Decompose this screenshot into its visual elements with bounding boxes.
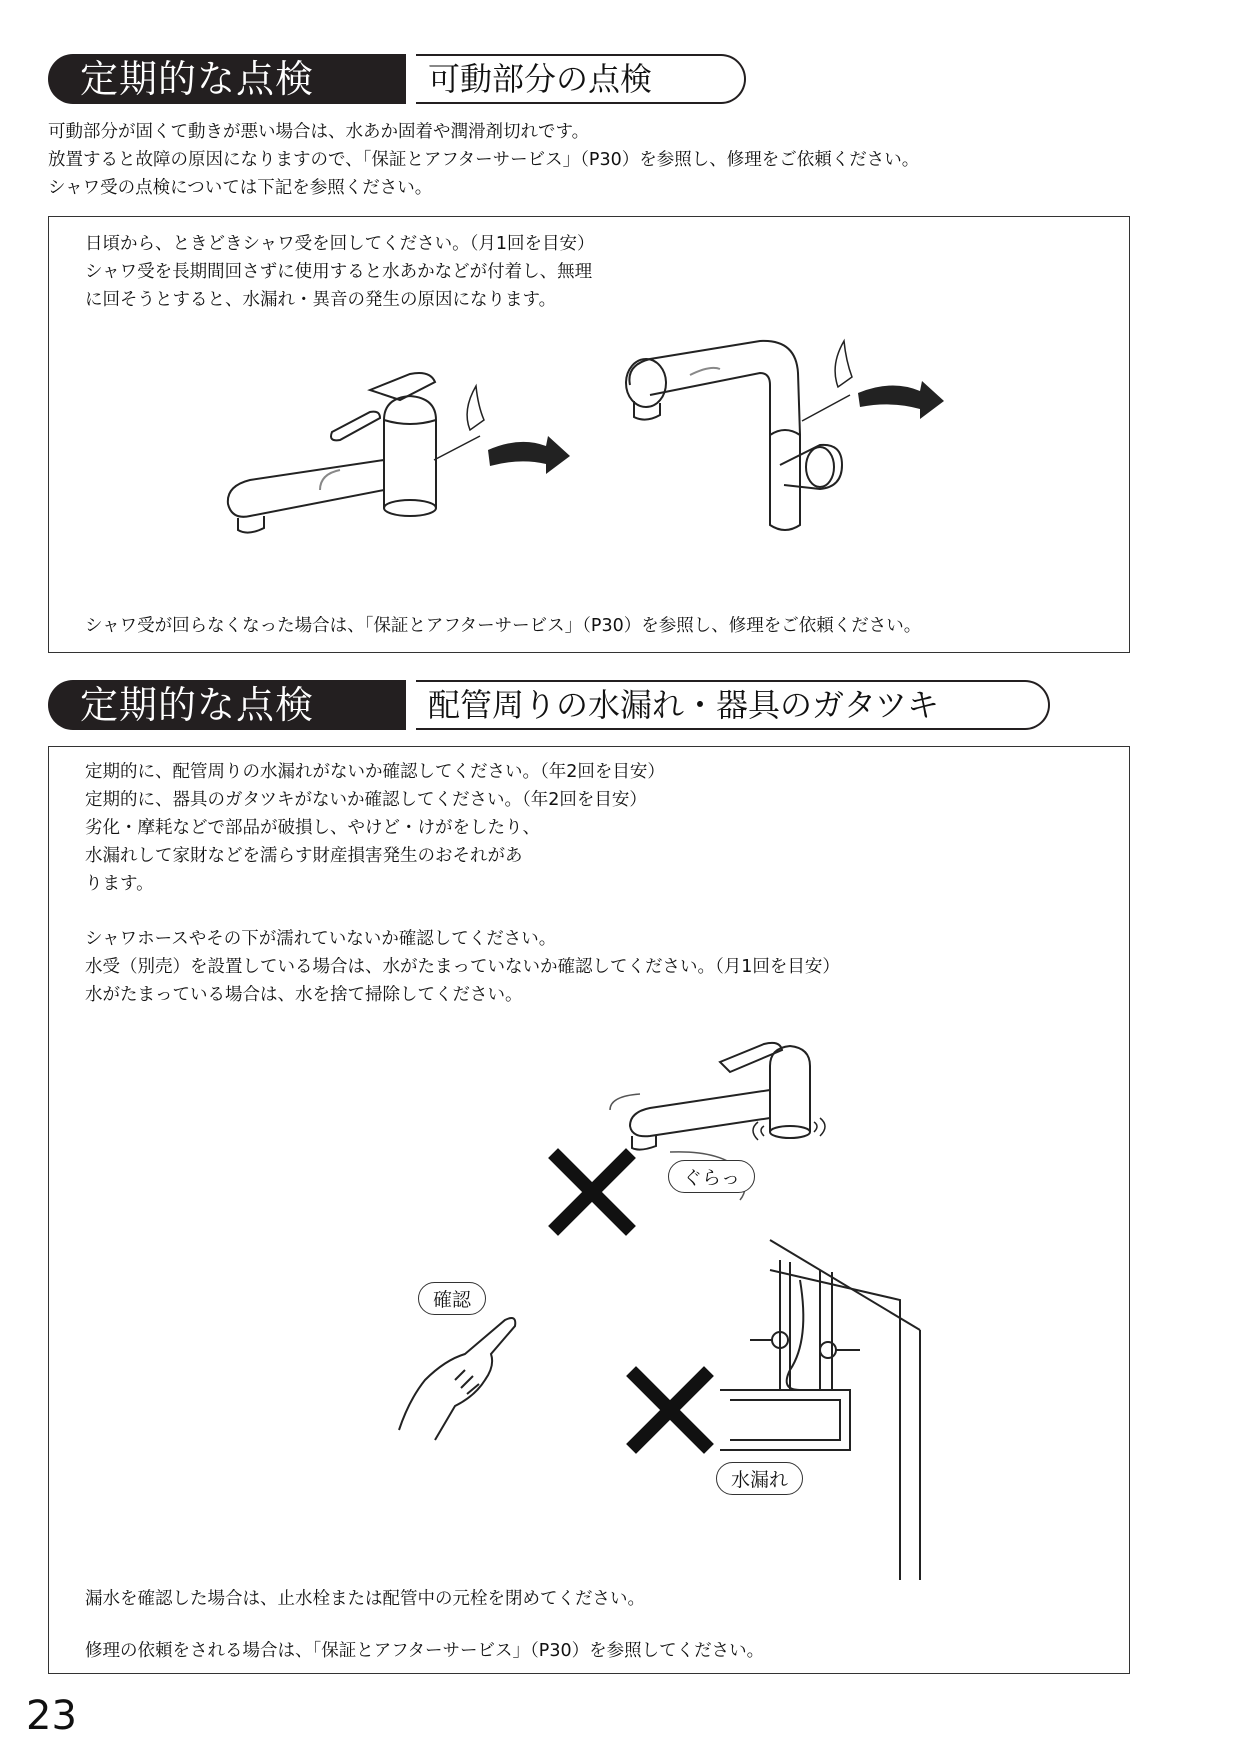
mizumore-label: 水漏れ xyxy=(716,1462,803,1495)
intro-line: 可動部分が固くて動きが悪い場合は、水あか固着や潤滑剤切れです。 xyxy=(48,122,590,142)
box2-line: 定期的に、器具のガタツキがないか確認してください。（年2回を目安） xyxy=(85,790,647,810)
section1-subtitle-text: 可動部分の点検 xyxy=(428,60,653,98)
box2-line: 水漏れして家財などを濡らす財産損害発生のおそれがあ xyxy=(85,846,523,866)
section2-subtitle xyxy=(400,680,1050,730)
pull-out-faucet-illustration xyxy=(620,325,950,545)
section1-intro xyxy=(48,118,1188,202)
gura-label: ぐらっ xyxy=(668,1160,755,1193)
box1-line: シャワ受を長期間回さずに使用すると水あかなどが付着し、無理 xyxy=(85,262,593,282)
box2-footer1: 漏水を確認した場合は、止水栓または配管中の元栓を閉めてください。 xyxy=(85,1589,645,1609)
box1-footer: シャワ受が回らなくなった場合は、「保証とアフターサービス」（P30）を参照し、修理をご依頼ください。 xyxy=(85,616,922,636)
section1-title: 定期的な点検 xyxy=(48,54,406,104)
section2-title: 定期的な点検 xyxy=(48,680,406,730)
intro-line: シャワ受の点検については下記を参照ください。 xyxy=(48,178,433,198)
intro-line: 放置すると故障の原因になりますので、「保証とアフターサービス」（P30）を参照し、修理をご依頼ください。 xyxy=(48,150,920,170)
box2-footer2: 修理の依頼をされる場合は、「保証とアフターサービス」（P30）を参照してください。 xyxy=(85,1641,765,1661)
box2-line: 劣化・摩耗などで部品が破損し、やけど・けがをしたり、 xyxy=(85,818,540,838)
box2-line: 水がたまっている場合は、水を捨て掃除してください。 xyxy=(85,985,523,1005)
section2-subtitle-text: 配管周りの水漏れ・器具のガタツキ xyxy=(428,686,940,724)
page-number: 23 xyxy=(26,1693,77,1739)
box1-line: に回そうとすると、水漏れ・異音の発生の原因になります。 xyxy=(85,290,557,310)
box2-line: 定期的に、配管周りの水漏れがないか確認してください。（年2回を目安） xyxy=(85,762,665,782)
single-lever-faucet-illustration xyxy=(220,370,580,540)
box2-line: ります。 xyxy=(85,874,154,894)
kakunin-label: 確認 xyxy=(418,1282,486,1315)
under-sink-piping-illustration xyxy=(720,1240,930,1580)
ng-cross-icon xyxy=(552,1152,632,1232)
header-separator xyxy=(406,54,416,104)
ng-cross-icon xyxy=(630,1370,710,1450)
box2-line: 水受（別売）を設置している場合は、水がたまっていないか確認してください。（月1回を目安） xyxy=(85,957,840,977)
pointing-hand-icon xyxy=(395,1310,525,1440)
box1-line: 日頃から、ときどきシャワ受を回してください。（月1回を目安） xyxy=(85,234,595,254)
header-separator xyxy=(406,680,416,730)
section1-subtitle xyxy=(400,54,746,104)
box2-line: シャワホースやその下が濡れていないか確認してください。 xyxy=(85,929,557,949)
